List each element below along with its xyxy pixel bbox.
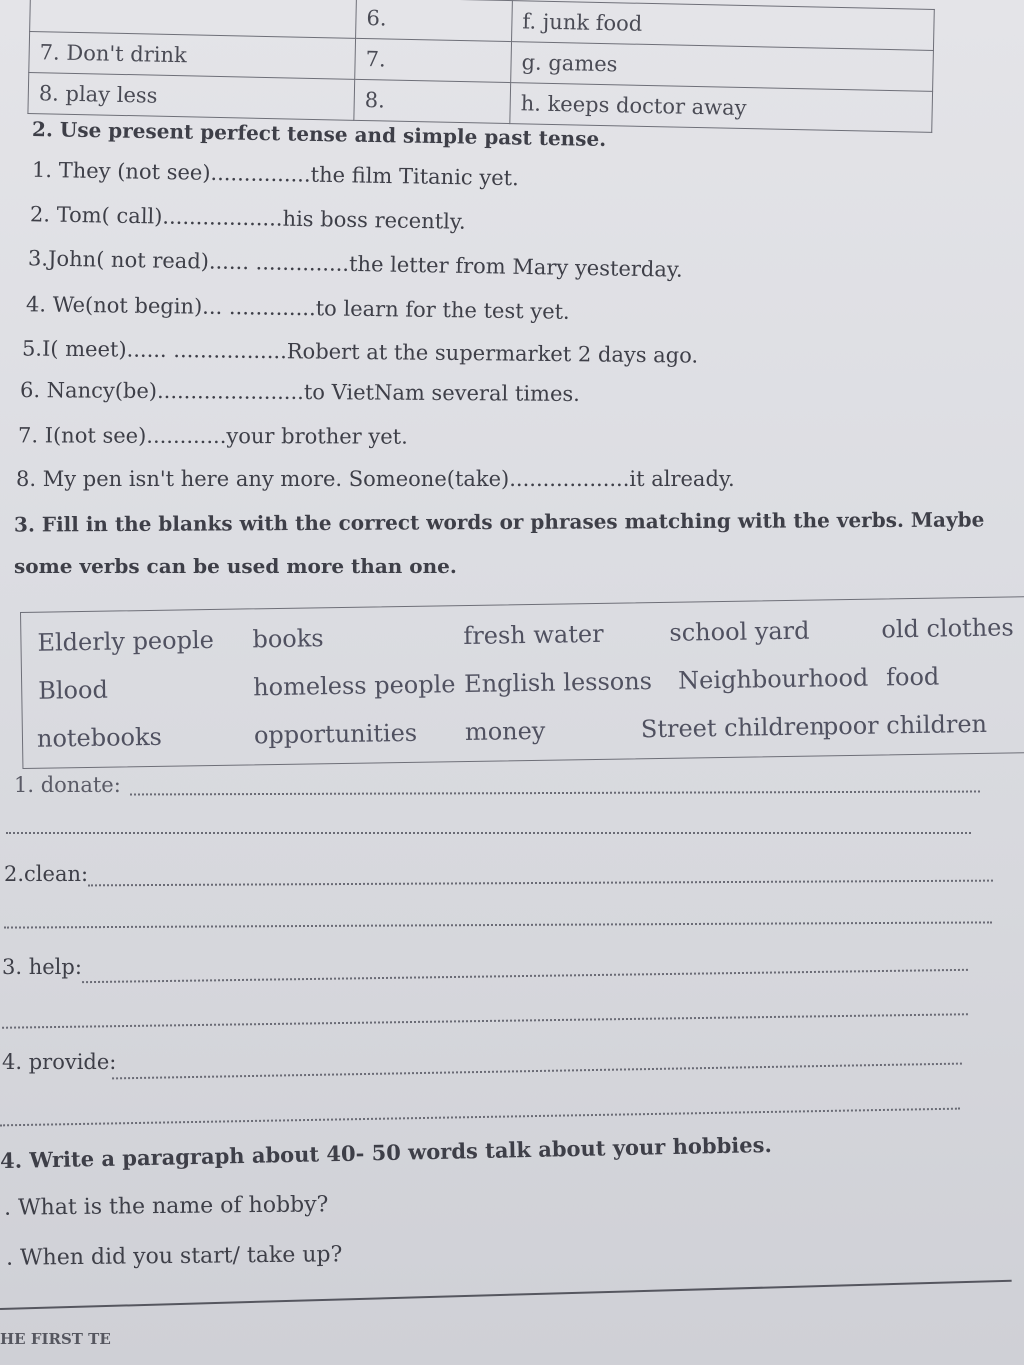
verb-label-donate: 1. donate: (14, 773, 121, 797)
verb-label-provide: 4. provide: (2, 1050, 117, 1074)
table-cell: 7. Don't drink (29, 32, 356, 80)
table-cell: h. keeps doctor away (510, 83, 933, 133)
matching-table (27, 0, 934, 133)
word-bank-item: notebooks (36, 722, 163, 753)
answer-line[interactable] (88, 880, 993, 887)
word-bank-item: school yard (669, 616, 810, 647)
answer-line[interactable] (82, 969, 968, 983)
table-cell: g. games (511, 42, 934, 92)
exercise-item: 2. Tom( call)..................his boss recently. (29, 202, 466, 234)
table-cell: 8. (354, 79, 511, 123)
word-bank-item: old clothes (881, 613, 1014, 644)
word-bank-item: homeless people (252, 670, 456, 702)
word-bank-item: money (464, 716, 546, 747)
answer-line[interactable] (0, 1108, 960, 1127)
word-bank-item: Blood (38, 675, 109, 705)
answer-line[interactable] (112, 1063, 962, 1080)
verb-label-help: 3. help: (2, 955, 82, 979)
verb-label-clean: 2.clean: (4, 862, 89, 886)
section-2-title: 2. Use present perfect tense and simple past tense. (31, 116, 607, 152)
exercise-item: 4. We(not begin)... .............to learn for the test yet. (25, 292, 570, 324)
answer-line[interactable] (130, 791, 980, 796)
word-bank-item: poor children (822, 709, 988, 741)
table-cell: f. junk food (512, 1, 935, 51)
exercise-item: 8. My pen isn't here any more. Someone(take)..................it already. (16, 467, 735, 491)
table-cell: 6. (356, 0, 513, 42)
answer-line[interactable] (4, 921, 992, 928)
exercise-item: 1. They (not see)...............the film Titanic yet. (31, 157, 519, 191)
exercise-item: 7. I(not see)............your brother yet. (17, 423, 408, 449)
divider (0, 1280, 1012, 1310)
word-bank-item: opportunities (253, 718, 418, 750)
word-bank-item: books (252, 624, 324, 654)
table-cell: 7. (355, 38, 512, 82)
word-bank-item: English lessons (463, 667, 653, 699)
table-cell: 8. play less (28, 72, 355, 120)
exercise-item: 3.John( not read)...... ..............the letter from Mary yesterday. (27, 246, 683, 282)
exercise-item: 5.I( meet)...... .................Robert at the supermarket 2 days ago. (21, 336, 699, 368)
word-bank-item: food (885, 662, 940, 692)
word-bank-item: fresh water (463, 619, 604, 651)
section-3-title: 3. Fill in the blanks with the correct words or phrases matching with the verbs. Maybe (13, 507, 985, 537)
exercise-item: 6. Nancy(be)......................to VietNam several times. (19, 378, 580, 406)
word-bank (20, 596, 1024, 769)
answer-line[interactable] (6, 832, 971, 834)
word-bank-item: Elderly people (37, 625, 215, 657)
word-bank-item: Street children (640, 712, 826, 744)
word-bank-item: Neighbourhood (677, 663, 869, 695)
question-item: . When did you start/ take up? (5, 1242, 343, 1271)
answer-line[interactable] (2, 1013, 968, 1028)
section-4-title: 4. Write a paragraph about 40- 50 words talk about your hobbies. (0, 1131, 772, 1174)
footer-text: HE FIRST TE (0, 1330, 111, 1348)
question-item: . What is the name of hobby? (3, 1192, 329, 1221)
section-3-subtitle: some verbs can be used more than one. (14, 554, 457, 578)
